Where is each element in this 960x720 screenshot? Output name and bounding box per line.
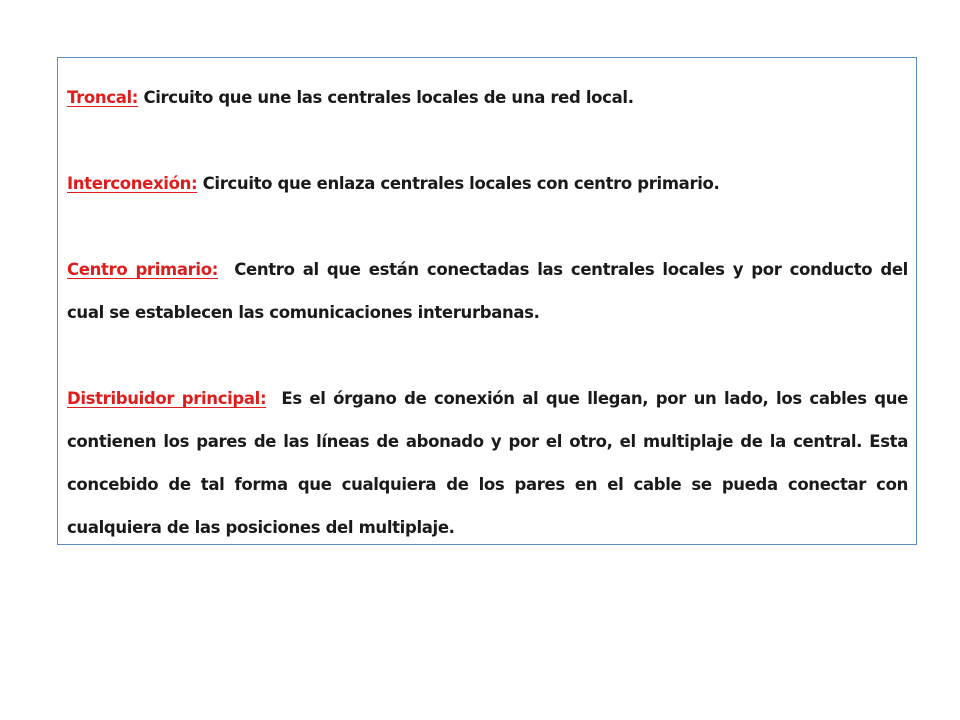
paragraph-spacer — [67, 334, 908, 377]
paragraph-spacer — [67, 205, 908, 248]
definition-text-distribuidor-principal: Es el órgano de conexión al que llegan, por un lado, los cables que contienen los pares de las líneas de abonado y por el otro, el multiplaje de la central. Esta concebido de tal forma que cualquiera de los pares en el cable se pueda conectar con cualquiera de las posiciones del multiplaje. — [67, 389, 908, 537]
term-distribuidor-principal: Distribuidor principal: — [67, 389, 267, 408]
definition-text-centro-primario: Centro al que están conectadas las centrales locales y por conducto del cual se establecen las comunicaciones interurbanas. — [67, 260, 908, 322]
term-troncal: Troncal: — [67, 88, 139, 107]
paragraph-spacer — [67, 119, 908, 162]
term-interconexion: Interconexión: — [67, 174, 198, 193]
definition-interconexion — [67, 162, 908, 205]
definition-distribuidor-principal — [67, 377, 908, 549]
definition-text-troncal: Circuito que une las centrales locales de una red local. — [143, 88, 634, 107]
definition-troncal — [67, 76, 908, 119]
definition-centro-primario — [67, 248, 908, 334]
definitions-text-box — [57, 57, 917, 545]
definition-text-interconexion: Circuito que enlaza centrales locales con centro primario. — [202, 174, 720, 193]
term-centro-primario: Centro primario: — [67, 260, 218, 279]
